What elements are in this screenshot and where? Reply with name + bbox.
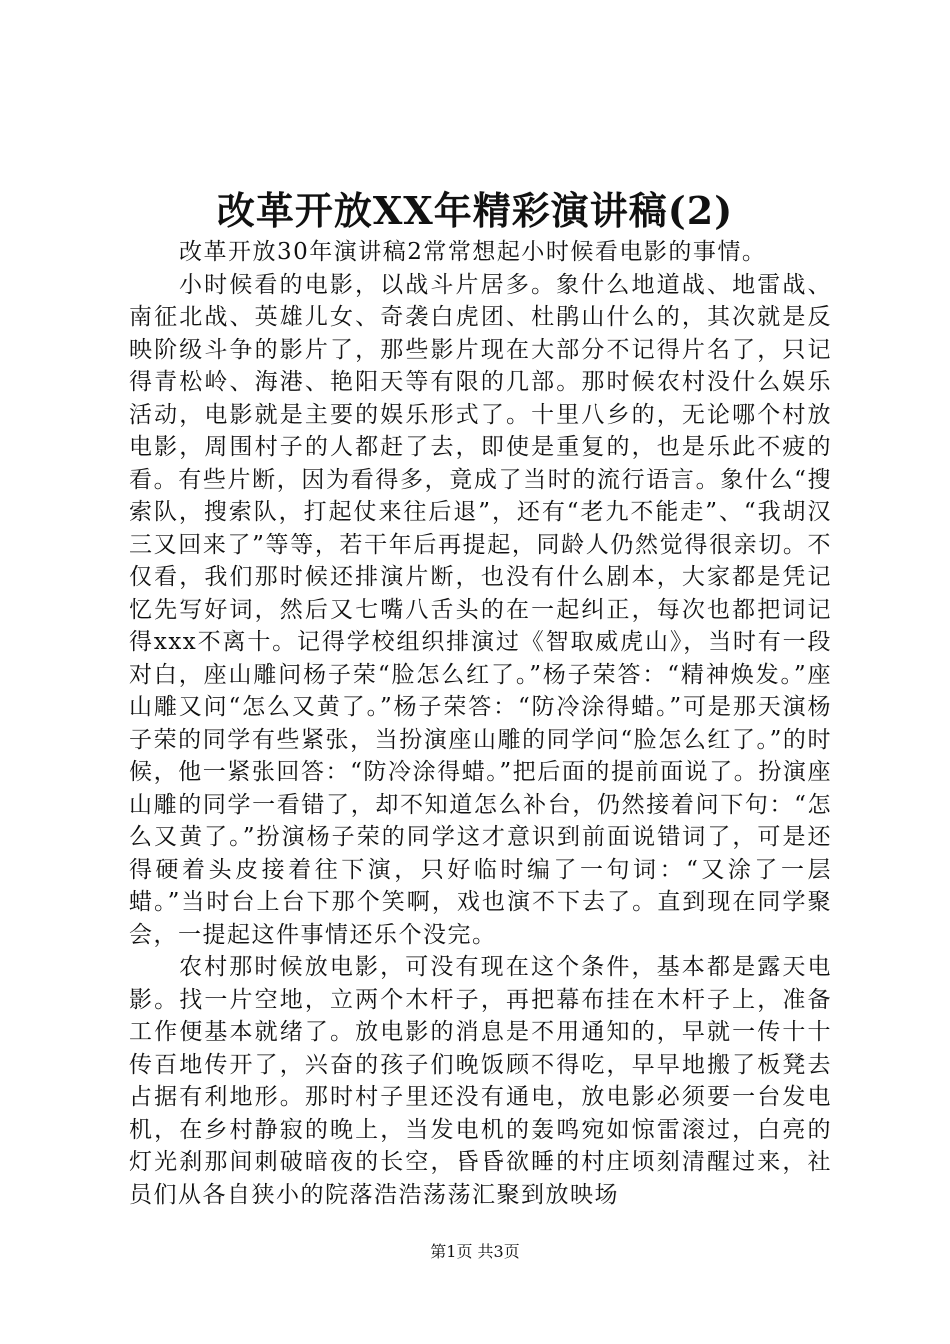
paragraph-1: 改革开放30年演讲稿2常常想起小时候看电影的事情。 (179, 239, 767, 265)
paragraph-2: 小时候看的电影，以战斗片居多。象什么地道战、地雷战、南征北战、英雄儿女、奇袭白虎团、杜鹃山什么的，其次就是反映阶级斗争的影片了，那些影片现在大部分不记得片名了，只记得青松岭、海港、艳阳天等有限的几部。那时候农村没什么娱乐活动，电影就是主要的娱乐形式了。十里八乡的，无论哪个村放电影，周围村子的人都赶了去，即使是重复的，也是乐此不疲的看。有些片断，因为看得多，竟成了当时的流行语言。象什么“搜索队，搜索队，打起仗来往后退”，还有“老九不能走”、“我胡汉三又回来了”等等，若干年后再提起，同龄人仍然觉得很亲切。不仅看，我们那时候还排演片断，也没有什么剧本，大家都是凭记忆先写好词，然后又七嘴八舌头的在一起纠正，每次也都把词记得xxx不离十。记得学校组织排演过《智取威虎山》，当时有一段对白，座山雕问杨子荣“脸怎么红了。”杨子荣答：“精神焕发。”座山雕又问“怎么又黄了。”杨子荣答：“防冷涂得蜡。”可是那天演杨子荣的同学有些紧张，当扮演座山雕的同学问“脸怎么红了。”的时候，他一紧张回答：“防冷涂得蜡。”把后面的提前面说了。扮演座山雕的同学一看错了，却不知道怎么补台，仍然接着问下句：“怎么又黄了。”扮演杨子荣的同学这才意识到前面说错词了，可是还得硬着头皮接着往下演，只好临时编了一句词：“又涂了一层蜡。”当时台上台下那个笑啊，戏也演不下去了。直到现在同学聚会，一提起这件事情还乐个没完。 (129, 271, 832, 948)
page-number-footer: 第1页 共3页 (430, 1242, 520, 1261)
document-body (129, 236, 832, 1211)
paragraph-3: 农村那时候放电影，可没有现在这个条件，基本都是露天电影。找一片空地，立两个木杆子，再把幕布挂在木杆子上，准备工作便基本就绪了。放电影的消息是不用通知的，早就一传十十传百地传开了，兴奋的孩子们晚饭顾不得吃，早早地搬了板凳去占据有利地形。那时村子里还没有通电，放电影必须要一台发电机，在乡村静寂的晚上，当发电机的轰鸣宛如惊雷滚过，白亮的灯光刹那间刺破暗夜的长空，昏昏欲睡的村庄顷刻清醒过来，社员们从各自狭小的院落浩浩荡荡汇聚到放映场 (129, 954, 832, 1208)
document-title: 改革开放XX年精彩演讲稿(2) (216, 188, 734, 233)
